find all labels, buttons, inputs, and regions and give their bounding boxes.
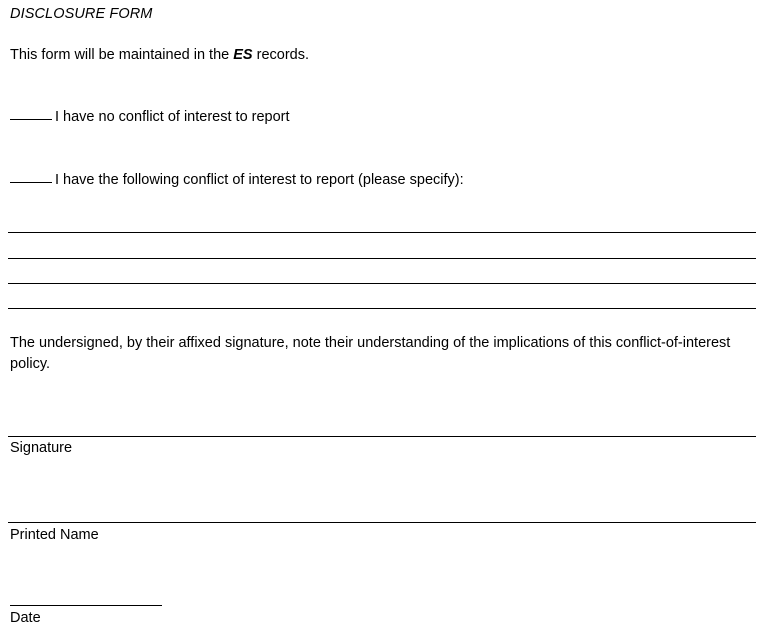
no-conflict-checkline[interactable] (10, 119, 52, 120)
maintained-prefix: This form will be maintained in the (10, 47, 234, 63)
date-label: Date (10, 610, 41, 626)
maintained-emphasis: ES (233, 47, 253, 63)
option-conflict-label: I have the following conflict of interest to report (please specify): (55, 172, 464, 188)
specify-line-4[interactable] (8, 308, 756, 309)
option-no-conflict-label: I have no conflict of interest to report (55, 109, 290, 125)
signature-label: Signature (10, 440, 73, 456)
printed-name-label: Printed Name (10, 527, 99, 543)
maintained-notice (10, 47, 309, 63)
specify-line-3[interactable] (8, 283, 756, 284)
date-line[interactable] (10, 605, 162, 606)
maintained-suffix: records. (252, 47, 310, 63)
form-title: DISCLOSURE FORM (10, 6, 153, 22)
printed-name-line[interactable] (8, 522, 756, 523)
signature-line[interactable] (8, 436, 756, 437)
option-no-conflict (10, 109, 290, 125)
option-conflict (10, 172, 464, 188)
conflict-checkline[interactable] (10, 182, 52, 183)
specify-line-2[interactable] (8, 258, 756, 259)
specify-line-1[interactable] (8, 232, 756, 233)
understanding-statement: The undersigned, by their affixed signature, note their understanding of the implications of this conflict-of-interest policy. (10, 335, 731, 372)
